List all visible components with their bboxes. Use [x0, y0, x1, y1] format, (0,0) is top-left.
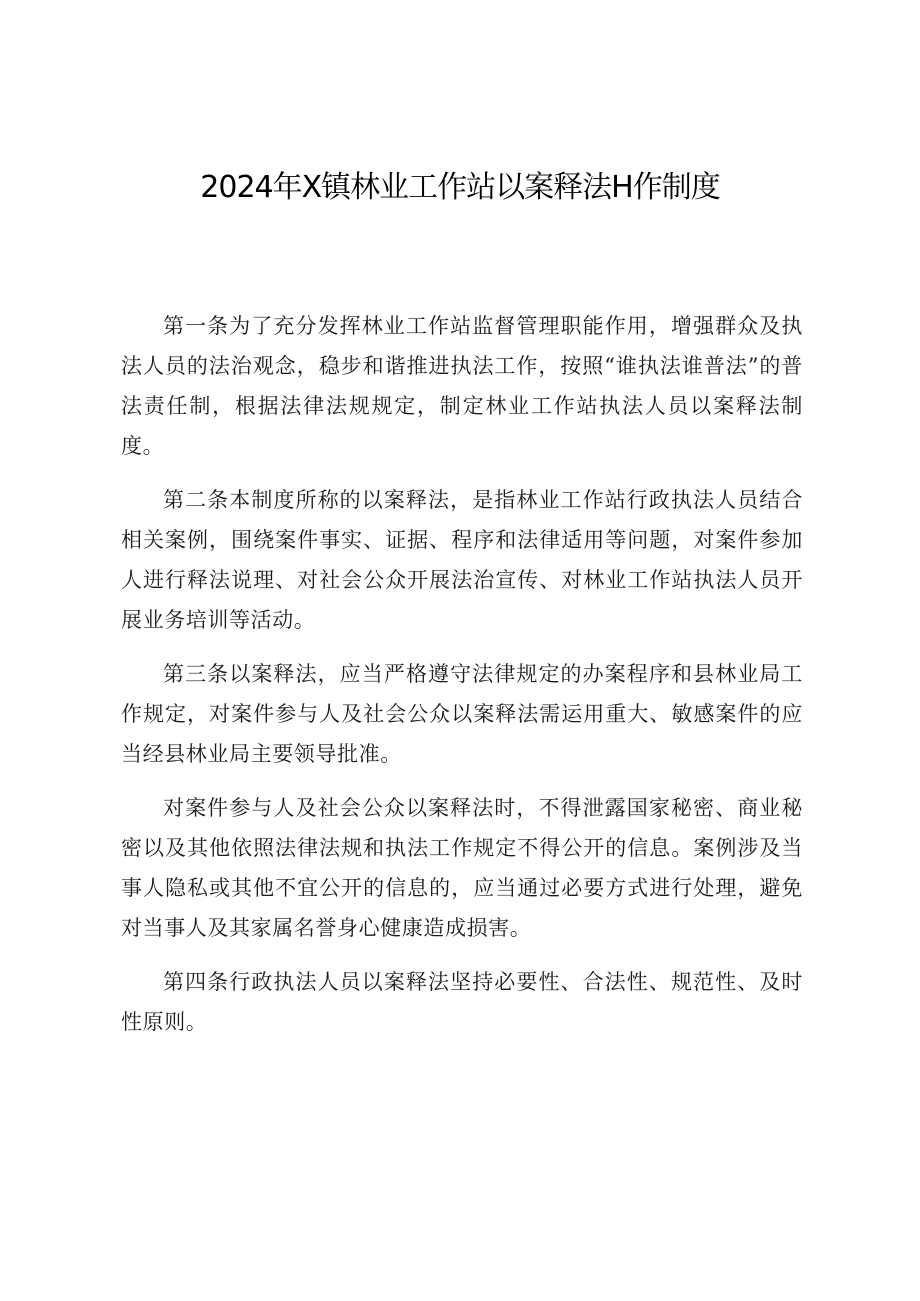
- paragraph-article-4: 第四条行政执法人员以案释法坚持必要性、合法性、规范性、及时性原则。: [121, 970, 803, 1034]
- document-body: [121, 306, 803, 1042]
- paragraph-article-3: 第三条以案释法，应当严格遵守法律规定的办案程序和县林业局工作规定，对案件参与人及社会公众以案释法需运用重大、敏感案件的应当经县林业局主要领导批准。: [121, 662, 803, 766]
- paragraph-article-2: 第二条本制度所称的以案释法，是指林业工作站行政执法人员结合相关案例，围绕案件事实、证据、程序和法律适用等问题，对案件参加人进行释法说理、对社会公众开展法治宣传、对林业工作站执法人员开展业务培训等活动。: [121, 488, 803, 632]
- paragraph-confidentiality: 对案件参与人及社会公众以案释法时，不得泄露国家秘密、商业秘密以及其他依照法律法规和执法工作规定不得公开的信息。案例涉及当事人隐私或其他不宜公开的信息的，应当通过必要方式进行处理，避免对当事人及其家属名誉身心健康造成损害。: [121, 796, 803, 940]
- document-title: 2024年X镇林业工作站以案释法H作制度: [200, 170, 720, 205]
- paragraph-article-1: 第一条为了充分发挥林业工作站监督管理职能作用，增强群众及执法人员的法治观念，稳步和谐推进执法工作，按照“谁执法谁普法”的普法责任制，根据法律法规规定，制定林业工作站执法人员以案释法制度。: [121, 314, 803, 458]
